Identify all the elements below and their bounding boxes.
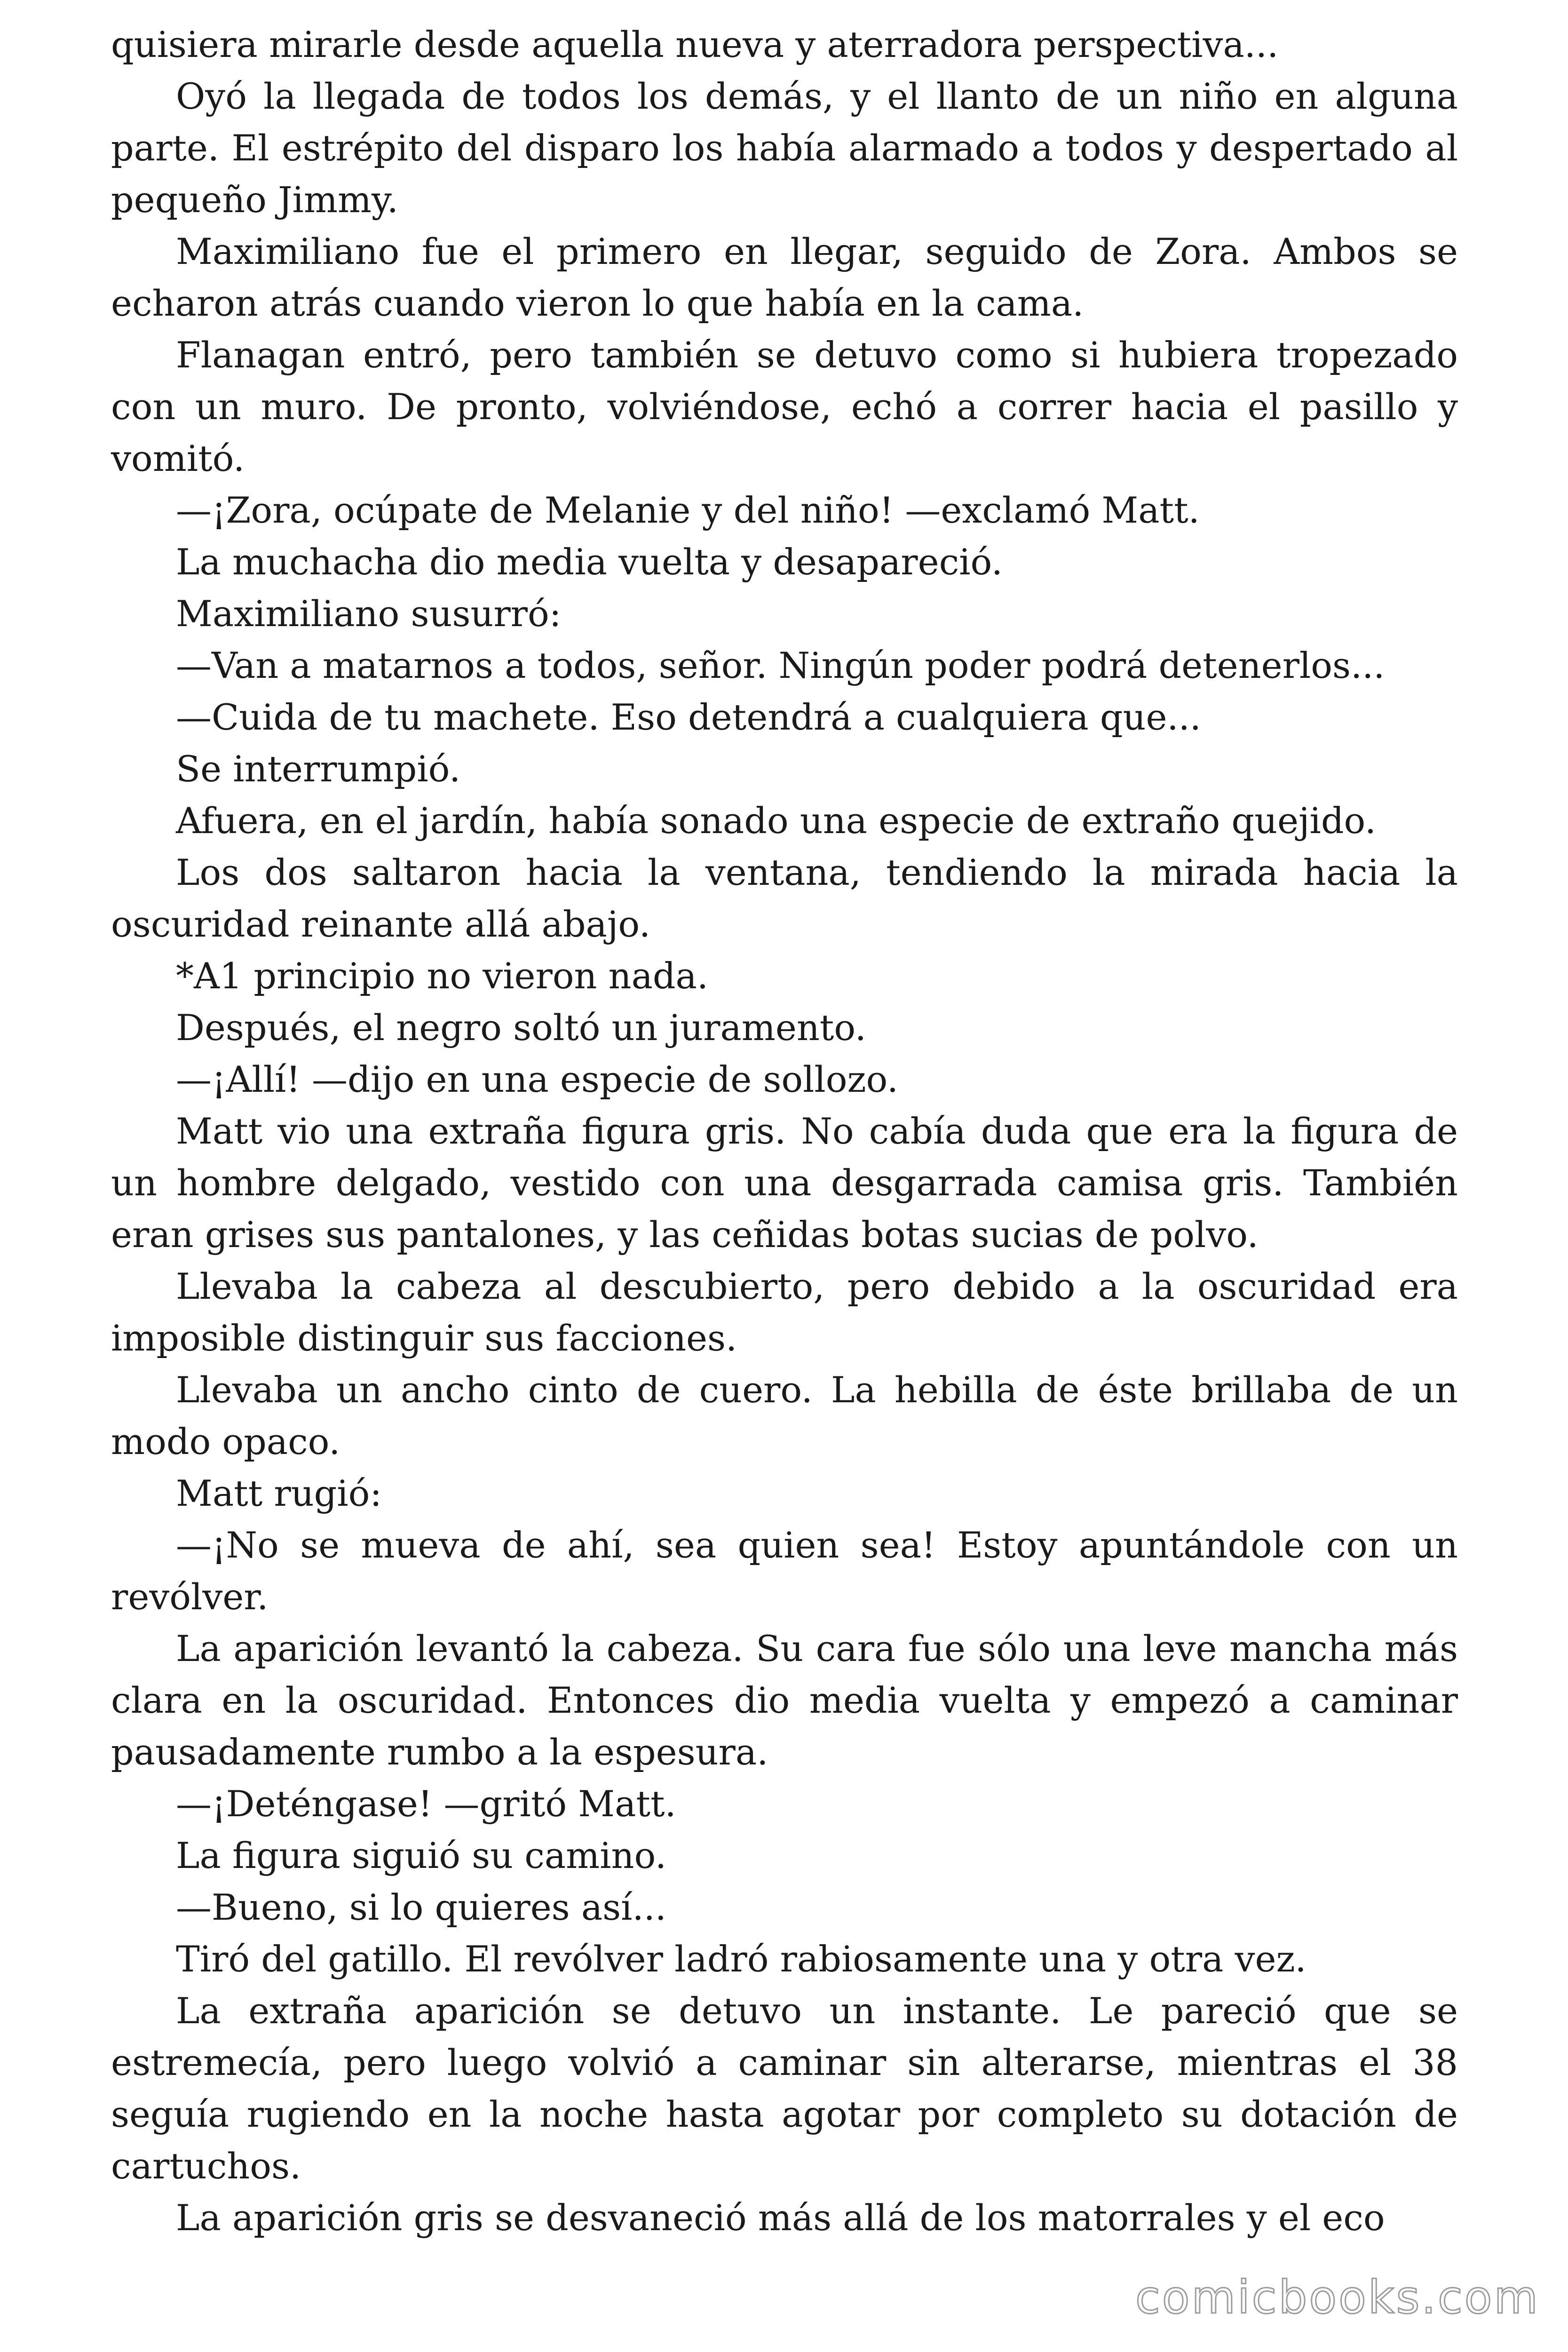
paragraph: —Cuida de tu machete. Eso detendrá a cualquiera que...	[176, 696, 1201, 738]
paragraph: —¡Allí! —dijo en una especie de sollozo.	[176, 1058, 899, 1100]
paragraph: Afuera, en el jardín, había sonado una especie de extraño quejido.	[176, 800, 1377, 842]
paragraph: Oyó la llegada de todos los demás, y el llanto de un niño en alguna parte. El estrépito del disparo los había alarmado a todos y despertado al pequeño Jimmy.	[111, 75, 1458, 221]
book-page-text	[111, 19, 1458, 2244]
paragraph: La aparición gris se desvaneció más allá de los matorrales y el eco	[176, 2197, 1385, 2239]
paragraph: Flanagan entró, pero también se detuvo como si hubiera tropezado con un muro. De pronto, volviéndose, echó a correr hacia el pasillo y vomitó.	[111, 334, 1458, 479]
paragraph: Llevaba la cabeza al descubierto, pero debido a la oscuridad era imposible distinguir sus facciones.	[111, 1265, 1458, 1359]
paragraph: Los dos saltaron hacia la ventana, tendiendo la mirada hacia la oscuridad reinante allá abajo.	[111, 851, 1458, 945]
paragraph: Tiró del gatillo. El revólver ladró rabiosamente una y otra vez.	[176, 1938, 1307, 1980]
paragraph: Maximiliano fue el primero en llegar, seguido de Zora. Ambos se echaron atrás cuando vieron lo que había en la cama.	[111, 230, 1458, 324]
paragraph: —Van a matarnos a todos, señor. Ningún poder podrá detenerlos...	[176, 644, 1385, 686]
paragraph: quisiera mirarle desde aquella nueva y aterradora perspectiva...	[111, 24, 1279, 65]
paragraph: Matt rugió:	[176, 1472, 382, 1514]
paragraph: —¡Deténgase! —gritó Matt.	[176, 1783, 676, 1825]
paragraph: Maximiliano susurró:	[176, 593, 562, 635]
paragraph: La extraña aparición se detuvo un instante. Le pareció que se estremecía, pero luego volvió a caminar sin alterarse, mientras el 38 seguía rugiendo en la noche hasta agotar por completo su dotación de cartuchos.	[111, 1990, 1458, 2187]
paragraph: La muchacha dio media vuelta y desapareció.	[176, 541, 1003, 583]
watermark-logo: comicbooks.com	[1135, 2271, 1540, 2324]
paragraph: *A1 principio no vieron nada.	[176, 955, 709, 997]
paragraph: —Bueno, si lo quieres así...	[176, 1886, 666, 1928]
paragraph: La figura siguió su camino.	[176, 1835, 667, 1876]
paragraph: —¡Zora, ocúpate de Melanie y del niño! —exclamó Matt.	[176, 489, 1200, 531]
paragraph: Llevaba un ancho cinto de cuero. La hebilla de éste brillaba de un modo opaco.	[111, 1369, 1458, 1462]
paragraph: Después, el negro soltó un juramento.	[176, 1007, 866, 1049]
paragraph: La aparición levantó la cabeza. Su cara fue sólo una leve mancha más clara en la oscuridad. Entonces dio media vuelta y empezó a caminar pausadamente rumbo a la espesura.	[111, 1628, 1458, 1773]
paragraph: Se interrumpió.	[176, 748, 461, 790]
paragraph: —¡No se mueva de ahí, sea quien sea! Estoy apuntándole con un revólver.	[111, 1524, 1458, 1618]
paragraph: Matt vio una extraña figura gris. No cabía duda que era la figura de un hombre delgado, vestido con una desgarrada camisa gris. También eran grises sus pantalones, y las ceñidas botas sucias de polvo.	[111, 1110, 1458, 1255]
